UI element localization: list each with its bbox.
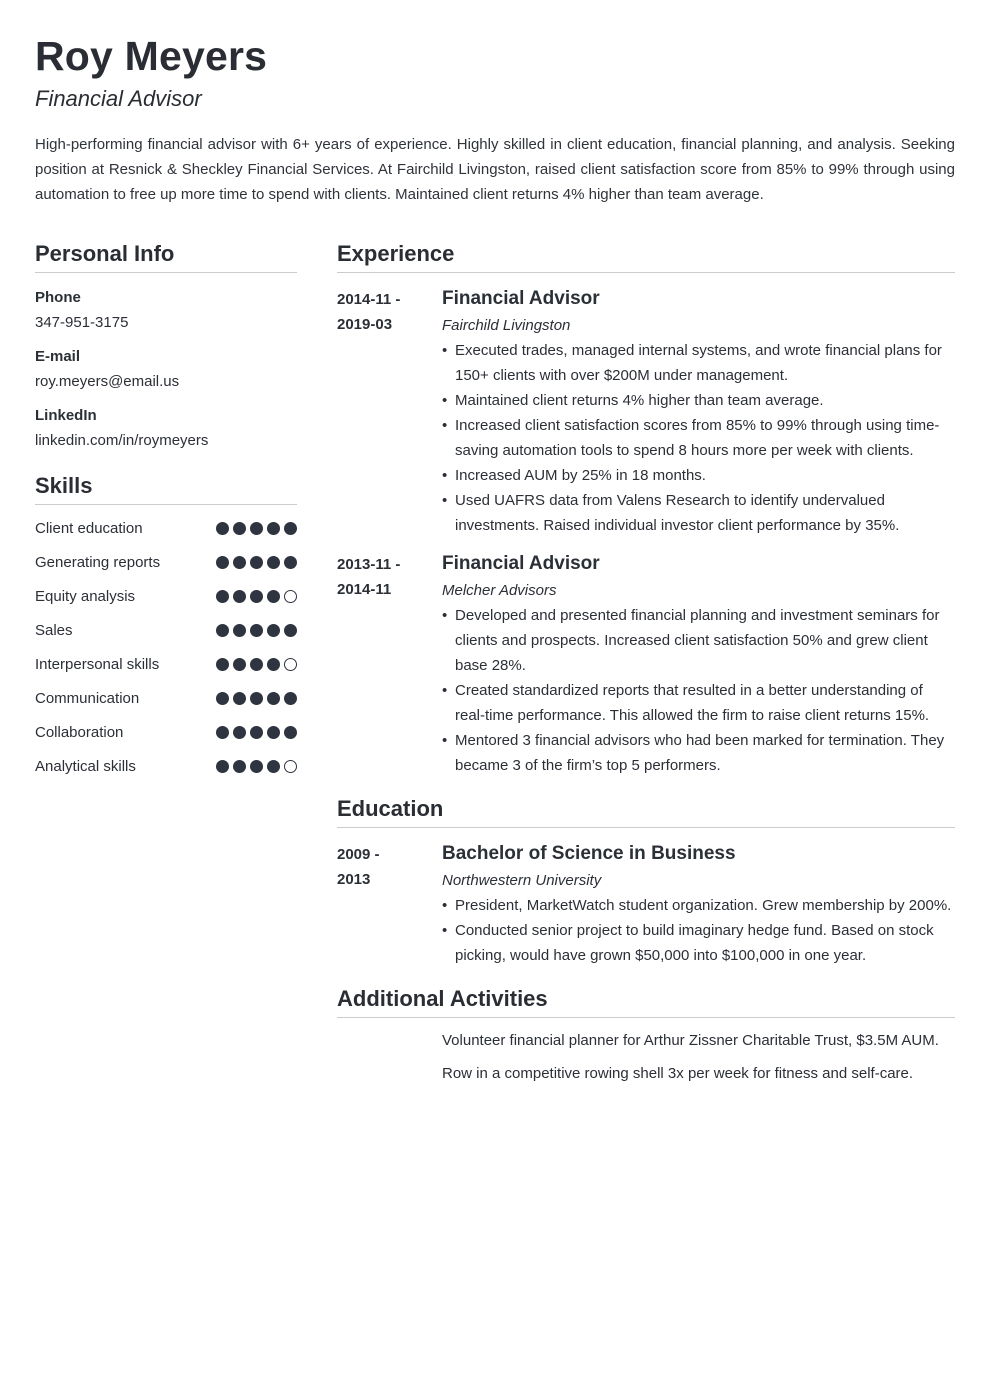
bullet-item: • Executed trades, managed internal systems, and wrote financial plans for 150+ clients with over $200M under management. (442, 338, 955, 388)
filled-dot-icon (250, 760, 263, 773)
entry-organization: Melcher Advisors (442, 582, 557, 599)
info-email (35, 347, 297, 392)
filled-dot-icon (267, 760, 280, 773)
skill-level-dots (216, 760, 297, 773)
entry-body (442, 840, 955, 968)
info-linkedin (35, 406, 297, 451)
filled-dot-icon (284, 726, 297, 739)
entry-title: Bachelor of Science in Business (442, 843, 736, 864)
entry-organization: Northwestern University (442, 872, 602, 889)
bullet-item: • Created standardized reports that resulted in a better understanding of real-time performance. This allowed the firm to raise client returns 15%. (442, 678, 955, 728)
filled-dot-icon (267, 522, 280, 535)
filled-dot-icon (250, 590, 263, 603)
filled-dot-icon (250, 692, 263, 705)
experience-entry (337, 285, 955, 538)
entry-date (337, 285, 442, 538)
filled-dot-icon (267, 590, 280, 603)
skill-level-dots (216, 726, 297, 739)
skill-name: Equity analysis (35, 587, 136, 605)
date-end: 2013 (337, 871, 371, 888)
skills-list (35, 511, 297, 783)
right-column (337, 241, 955, 1094)
education-heading: Education (337, 796, 955, 828)
filled-dot-icon (250, 658, 263, 671)
info-label: Phone (35, 289, 81, 306)
skill-row (35, 613, 297, 647)
filled-dot-icon (233, 556, 246, 569)
date-end: 2014-11 (337, 581, 392, 598)
resume-page (35, 0, 955, 1400)
skill-name: Client education (35, 519, 143, 537)
bullet-item: • Maintained client returns 4% higher than team average. (442, 388, 955, 413)
info-phone (35, 288, 297, 333)
bullet-item: • Increased client satisfaction scores from 85% to 99% through using time-saving automation tools to spend 8 hours more per week with clients. (442, 413, 955, 463)
skill-row (35, 647, 297, 681)
skill-level-dots (216, 590, 297, 603)
skill-row (35, 749, 297, 783)
filled-dot-icon (233, 658, 246, 671)
filled-dot-icon (233, 726, 246, 739)
info-value: 347-951-3175 (35, 314, 129, 331)
skill-level-dots (216, 522, 297, 535)
skill-row (35, 545, 297, 579)
filled-dot-icon (284, 522, 297, 535)
skill-row (35, 715, 297, 749)
skill-name: Communication (35, 689, 140, 707)
date-end: 2019-03 (337, 316, 393, 333)
skill-name: Collaboration (35, 723, 124, 741)
skill-level-dots (216, 658, 297, 671)
filled-dot-icon (216, 522, 229, 535)
education-list (337, 840, 955, 968)
skill-level-dots (216, 692, 297, 705)
filled-dot-icon (284, 692, 297, 705)
skills-heading: Skills (35, 473, 297, 505)
filled-dot-icon (250, 624, 263, 637)
filled-dot-icon (216, 590, 229, 603)
filled-dot-icon (233, 692, 246, 705)
experience-list (337, 285, 955, 778)
candidate-title: Financial Advisor (35, 86, 202, 111)
entry-body (442, 550, 955, 778)
skill-level-dots (216, 624, 297, 637)
filled-dot-icon (216, 624, 229, 637)
date-start: 2013-11 - (337, 556, 401, 573)
skill-level-dots (216, 556, 297, 569)
entry-title: Financial Advisor (442, 288, 600, 309)
skill-name: Generating reports (35, 553, 161, 571)
filled-dot-icon (267, 692, 280, 705)
bullet-item: • Conducted senior project to build imaginary hedge fund. Based on stock picking, would have grown $50,000 into $100,000 in one year. (442, 918, 955, 968)
candidate-name: Roy Meyers (35, 33, 268, 79)
left-column (35, 241, 297, 783)
filled-dot-icon (267, 726, 280, 739)
filled-dot-icon (267, 624, 280, 637)
empty-dot-icon (284, 760, 297, 773)
activities-list (337, 1028, 955, 1086)
entry-bullets (442, 603, 955, 778)
skill-row (35, 511, 297, 545)
activity-item: Row in a competitive rowing shell 3x per week for fitness and self-care. (442, 1065, 914, 1082)
filled-dot-icon (250, 556, 263, 569)
filled-dot-icon (284, 624, 297, 637)
bullet-item: • Developed and presented financial planning and investment seminars for clients and prospects. Increased client satisfaction 50% and grew client base 28%. (442, 603, 955, 678)
entry-date (337, 550, 442, 778)
entry-bullets (442, 338, 955, 538)
filled-dot-icon (233, 624, 246, 637)
entry-bullets (442, 893, 955, 968)
experience-heading: Experience (337, 241, 955, 273)
bullet-item: • Increased AUM by 25% in 18 months. (442, 463, 955, 488)
info-label: LinkedIn (35, 407, 97, 424)
filled-dot-icon (233, 590, 246, 603)
filled-dot-icon (284, 556, 297, 569)
activity-item: Volunteer financial planner for Arthur Zissner Charitable Trust, $3.5M AUM. (442, 1032, 939, 1049)
entry-organization: Fairchild Livingston (442, 317, 571, 334)
personal-info-list (35, 288, 297, 451)
skill-name: Interpersonal skills (35, 655, 160, 673)
entry-date (337, 840, 442, 968)
date-start: 2009 - (337, 846, 380, 863)
education-entry (337, 840, 955, 968)
bullet-item: • Mentored 3 financial advisors who had been marked for termination. They became 3 of the firm’s top 5 performers. (442, 728, 955, 778)
personal-info-heading: Personal Info (35, 241, 297, 273)
filled-dot-icon (233, 522, 246, 535)
date-start: 2014-11 - (337, 291, 401, 308)
filled-dot-icon (216, 726, 229, 739)
skill-name: Analytical skills (35, 757, 136, 775)
filled-dot-icon (250, 522, 263, 535)
experience-entry (337, 550, 955, 778)
empty-dot-icon (284, 658, 297, 671)
summary: High-performing financial advisor with 6+ years of experience. Highly skilled in client education, financial planning, and analysis. Seeking position at Resnick & Sheckley Financial Services. At Fairchild Livingston, raised client satisfaction score from 85% to 99% through using automation to free up more time to spend with clients. Maintained client returns 4% higher than team average. (35, 136, 955, 203)
skill-name: Sales (35, 621, 73, 639)
filled-dot-icon (250, 726, 263, 739)
info-value: roy.meyers@email.us (35, 373, 180, 390)
bullet-item: • Used UAFRS data from Valens Research to identify undervalued investments. Raised individual investor client performance by 35%. (442, 488, 955, 538)
filled-dot-icon (216, 760, 229, 773)
empty-dot-icon (284, 590, 297, 603)
bullet-item: • President, MarketWatch student organization. Grew membership by 200%. (442, 893, 955, 918)
filled-dot-icon (216, 556, 229, 569)
info-label: E-mail (35, 348, 81, 365)
filled-dot-icon (233, 760, 246, 773)
skill-row (35, 579, 297, 613)
entry-title: Financial Advisor (442, 553, 600, 574)
filled-dot-icon (216, 692, 229, 705)
entry-body (442, 285, 955, 538)
filled-dot-icon (216, 658, 229, 671)
activities-heading: Additional Activities (337, 986, 955, 1018)
filled-dot-icon (267, 556, 280, 569)
info-value: linkedin.com/in/roymeyers (35, 432, 209, 449)
filled-dot-icon (267, 658, 280, 671)
skill-row (35, 681, 297, 715)
